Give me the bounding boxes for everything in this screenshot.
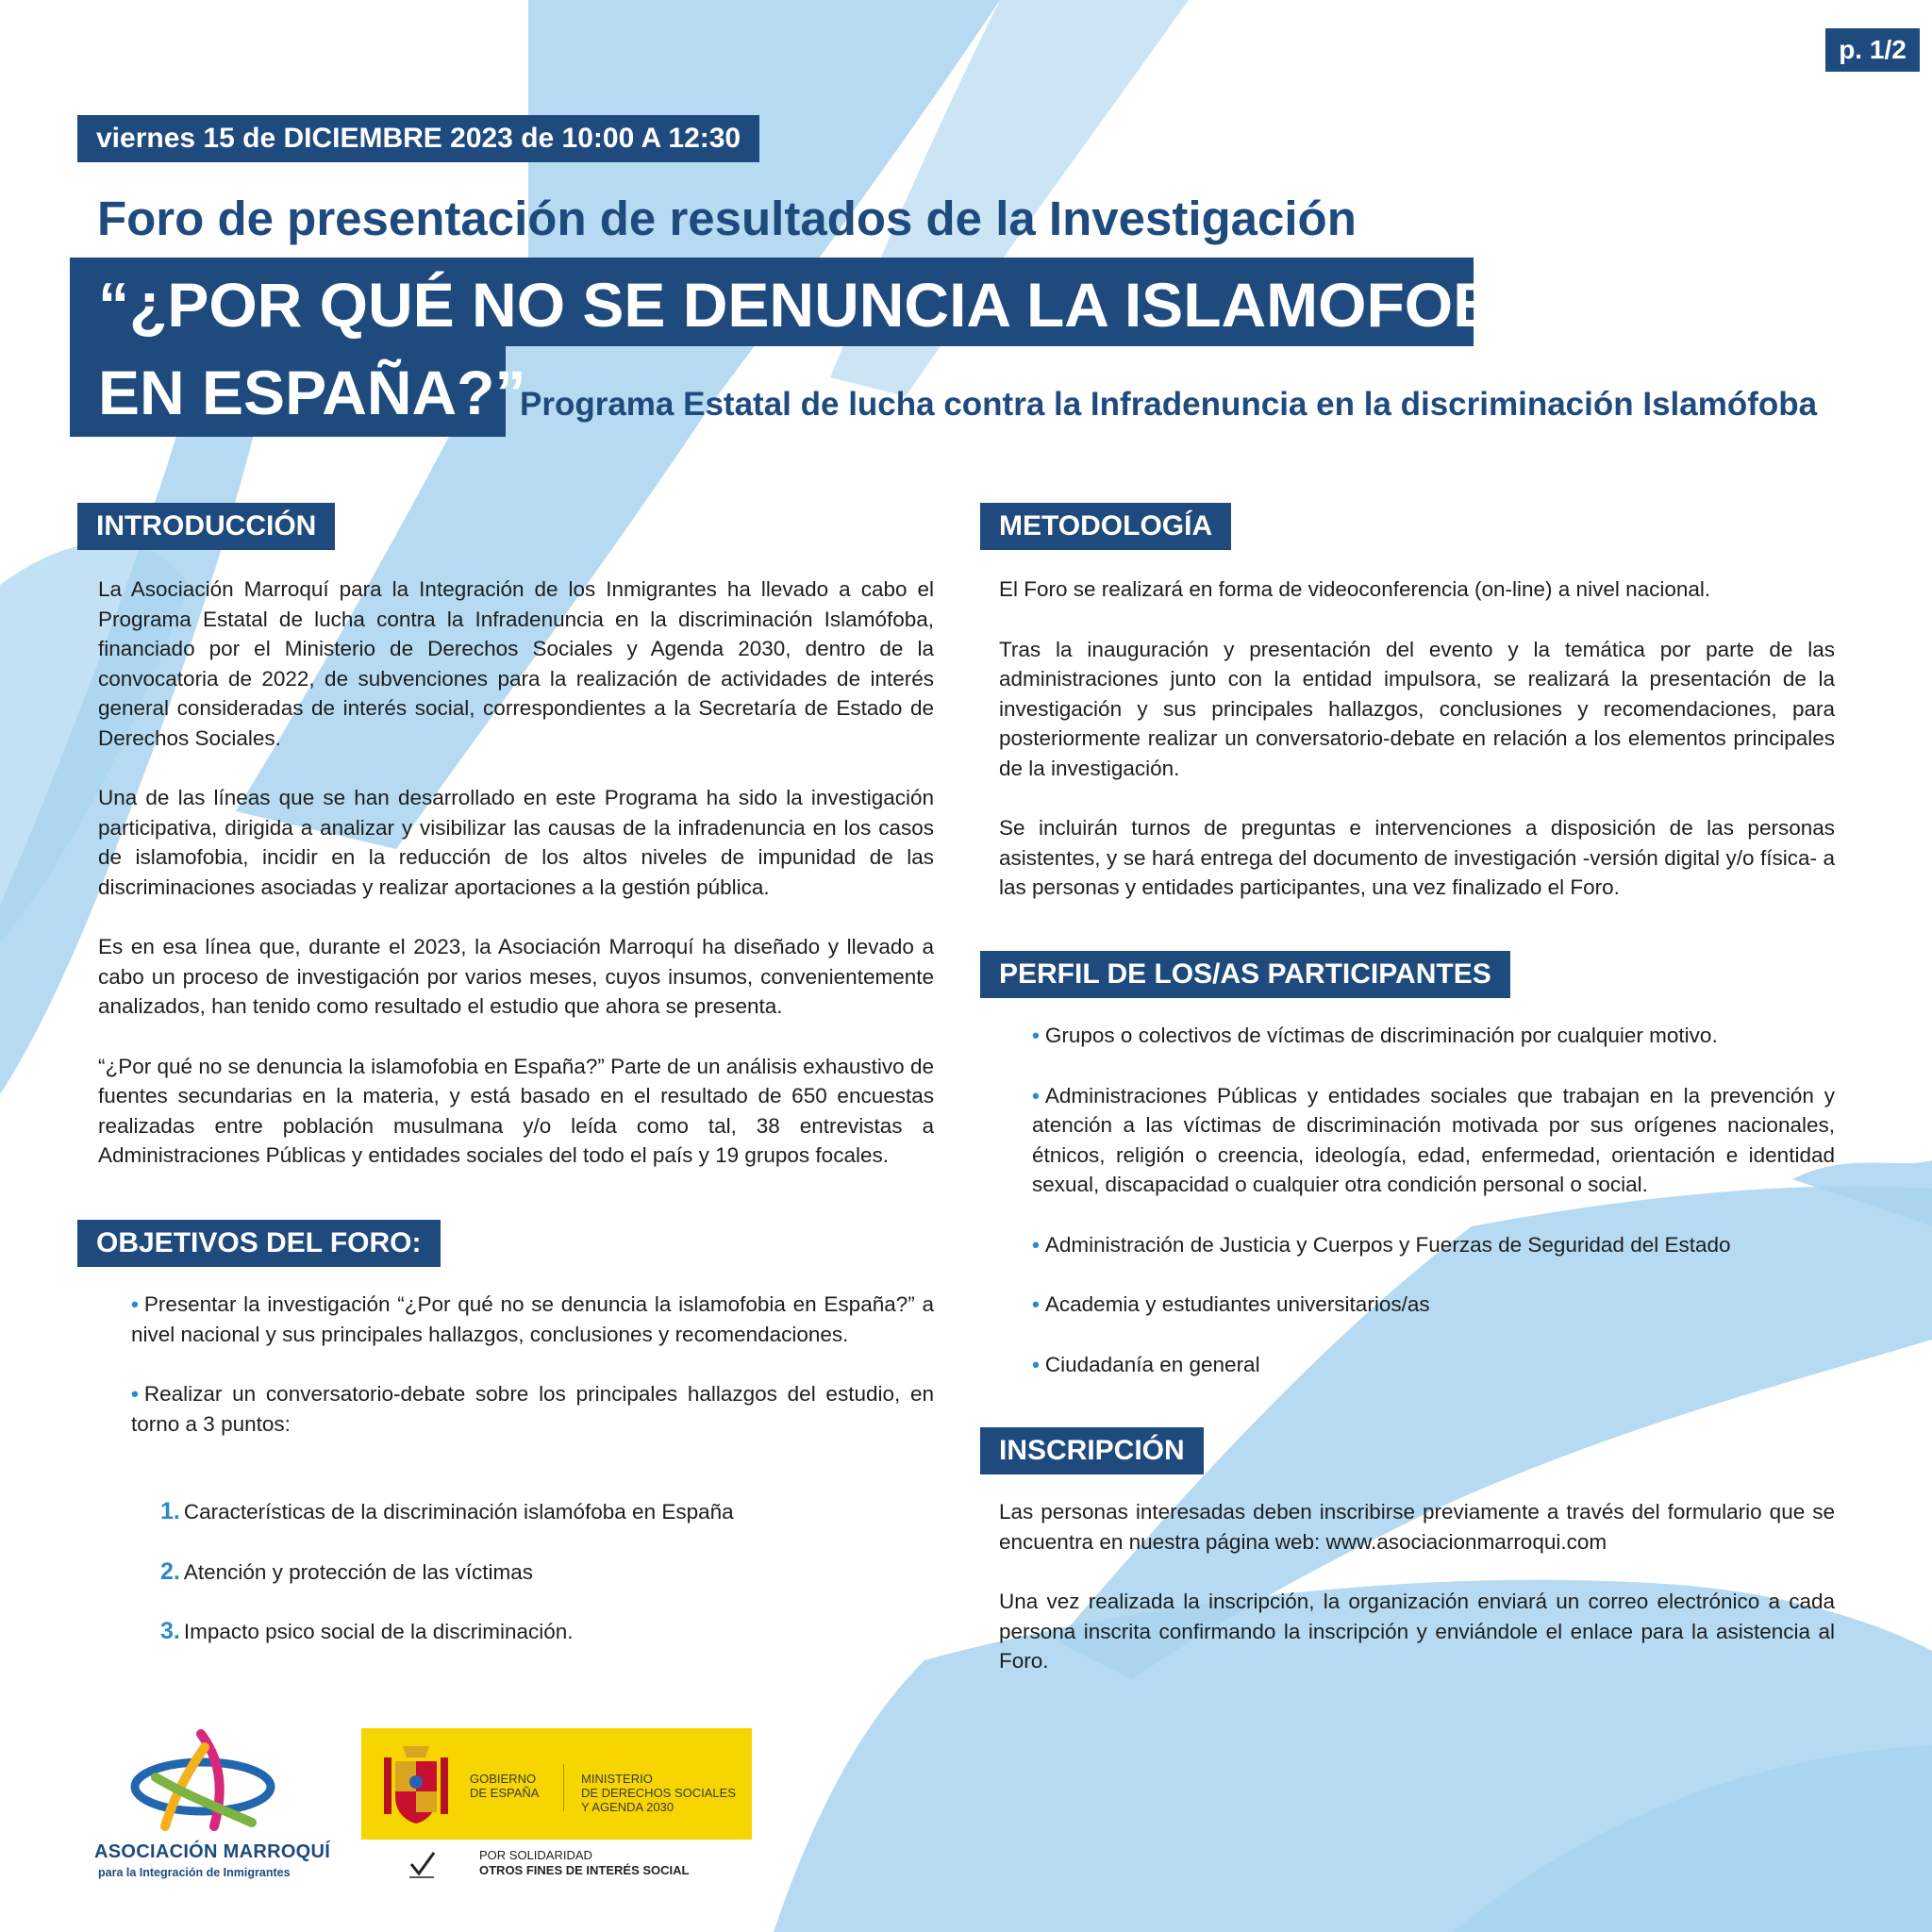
gobierno-line2: DE ESPAÑA [470, 1786, 540, 1800]
point-item [160, 1617, 915, 1647]
inscripcion-paragraph: Una vez realizada la inscripción, la organización enviará un correo electrónico a cada persona inscrita confirmando la inscripción y enviándole el enlace para la asistencia al Foro. [999, 1590, 1835, 1673]
point-text: Impacto psico social de la discriminación. [183, 1620, 574, 1643]
checkbox-tick-icon [406, 1849, 440, 1879]
gov-divider [563, 1764, 564, 1811]
intro-paragraph: Una de las líneas que se han desarrollado en este Programa ha sido la investigación participativa, dirigida a analizar y visibilizar las causas de la infradenuncia en los casos de islamofobia, incidir en la reducción de los altos niveles de impunidad de las discriminaciones asociadas y realizar aportaciones a la gestión pública. [98, 786, 934, 899]
gobierno-line1: GOBIERNO [470, 1772, 537, 1786]
inscripcion-paragraph: Las personas interesadas deben inscribirse previamente a través del formulario que se encuentra en nuestra página web: www.asociacionmarroqui.com [999, 1500, 1835, 1554]
ministerio-line1: MINISTERIO [581, 1772, 653, 1786]
program-subtitle: Programa Estatal de lucha contra la Infradenuncia en la discriminación Islamófoba [520, 386, 1818, 423]
main-title-line1: “¿POR QUÉ NO SE DENUNCIA LA ISLAMOFOBIA [98, 270, 1560, 340]
metodologia-paragraph: Tras la inauguración y presentación del evento y la temática por parte de las administraciones junto con la entidad impulsora, se realizará la presentación de la investigación y sus principales hallazgos, conclusiones y recomendaciones, para posteriormente realizar un conversatorio-debate en relación a los elementos principales de la investigación. [999, 637, 1835, 780]
forum-heading: Foro de presentación de resultados de la Investigación [97, 192, 1357, 245]
objetivos-points [160, 1497, 915, 1677]
inscripcion-heading: INSCRIPCIÓN [980, 1427, 1204, 1474]
metodologia-heading: METODOLOGÍA [980, 503, 1231, 550]
ministerio-line2: DE DERECHOS SOCIALES [581, 1786, 736, 1800]
asociacion-tagline: para la Integración de Inmigrantes [98, 1866, 291, 1879]
intro-paragraph: “¿Por qué no se denuncia la islamofobia en España?” Parte de un análisis exhaustivo de fuentes secundarias en la materia, y está basado en el resultado de 650 encuestas realizadas entre población musulmana y/o leída como tal, 38 entrevistas a Administraciones Públicas y entidades sociales del todo el país y 19 grupos focales. [98, 1054, 934, 1167]
asociacion-marroqui-logo-icon [127, 1728, 278, 1840]
inscripcion-section [999, 1497, 1835, 1707]
point-item [160, 1497, 915, 1527]
ministerio-line3: Y AGENDA 2030 [581, 1800, 675, 1814]
coat-of-arms-icon [382, 1740, 450, 1827]
objetivos-heading: OBJETIVOS DEL FORO: [77, 1220, 441, 1267]
objetivo-item: • Presentar la investigación “¿Por qué no se denuncia la islamofobia en España?” a nivel nacional y sus principales hallazgos, conclusiones y recomendaciones. [131, 1290, 934, 1349]
point-number: 1. [160, 1498, 180, 1524]
introduccion-section [98, 575, 934, 1201]
intro-paragraph: Es en esa línea que, durante el 2023, la Asociación Marroquí ha diseñado y llevado a cabo un proceso de investigación por varios meses, cuyos insumos, convenientemente analizados, han tenido como resultado el estudio que ahora se presenta. [98, 935, 934, 1018]
asociacion-name: ASOCIACIÓN MARROQUÍ [94, 1841, 331, 1862]
metodologia-section [999, 575, 1835, 933]
point-number: 2. [160, 1557, 180, 1585]
point-text: Características de la discriminación islamófoba en España [183, 1500, 734, 1524]
solidaridad-line1: POR SOLIDARIDAD [479, 1848, 592, 1862]
perfil-item: • Academia y estudiantes universitarios/as [1032, 1290, 1835, 1320]
metodologia-paragraph: El Foro se realizará en forma de videoconferencia (on-line) a nivel nacional. [999, 577, 1711, 601]
point-item [160, 1557, 915, 1588]
objetivo-item: • Realizar un conversatorio-debate sobre los principales hallazgos del estudio, en torno a 3 puntos: [131, 1379, 934, 1439]
perfil-heading: PERFIL DE LOS/AS PARTICIPANTES [980, 951, 1510, 998]
page-number-badge: p. 1/2 [1825, 28, 1920, 72]
point-text: Atención y protección de las víctimas [183, 1559, 534, 1584]
perfil-item: • Grupos o colectivos de víctimas de discriminación por cualquier motivo. [1032, 1021, 1835, 1051]
metodologia-paragraph: Se incluirán turnos de preguntas e intervenciones a disposición de las personas asistentes, y se hará entrega del documento de investigación -versión digital y/o física- a las personas y entidades participantes, una vez finalizado el Foro. [999, 816, 1835, 899]
intro-paragraph: La Asociación Marroquí para la Integración de los Inmigrantes ha llevado a cabo el Programa Estatal de lucha contra la Infradenuncia en la discriminación Islamófoba, financiado por el Ministerio de Derechos Sociales y Agenda 2030, dentro de la convocatoria de 2022, de subvenciones para la realización de actividades de interés general consideradas de interés social, correspondientes a la Secretaría de Estado de Derechos Sociales. [98, 577, 934, 750]
point-number: 3. [160, 1618, 180, 1644]
objetivos-section [131, 1290, 934, 1469]
perfil-item: • Administraciones Públicas y entidades sociales que trabajan en la prevención y atención a las víctimas de discriminación motivada por sus orígenes nacionales, étnicos, religión o creencia, ideología, edad, enfermedad, orientación e identidad sexual, discapacidad o cualquier otra condición personal o social. [1032, 1081, 1835, 1200]
solidaridad-line2: OTROS FINES DE INTERÉS SOCIAL [479, 1863, 690, 1877]
main-title-line2: EN ESPAÑA?” [98, 358, 526, 427]
date-banner: viernes 15 de DICIEMBRE 2023 de 10:00 A 12:30 [77, 115, 759, 162]
perfil-section [1032, 1021, 1835, 1409]
perfil-item: • Administración de Justicia y Cuerpos y Fuerzas de Seguridad del Estado [1032, 1230, 1835, 1260]
introduccion-heading: INTRODUCCIÓN [77, 503, 335, 550]
perfil-item: • Ciudadanía en general [1032, 1350, 1835, 1380]
